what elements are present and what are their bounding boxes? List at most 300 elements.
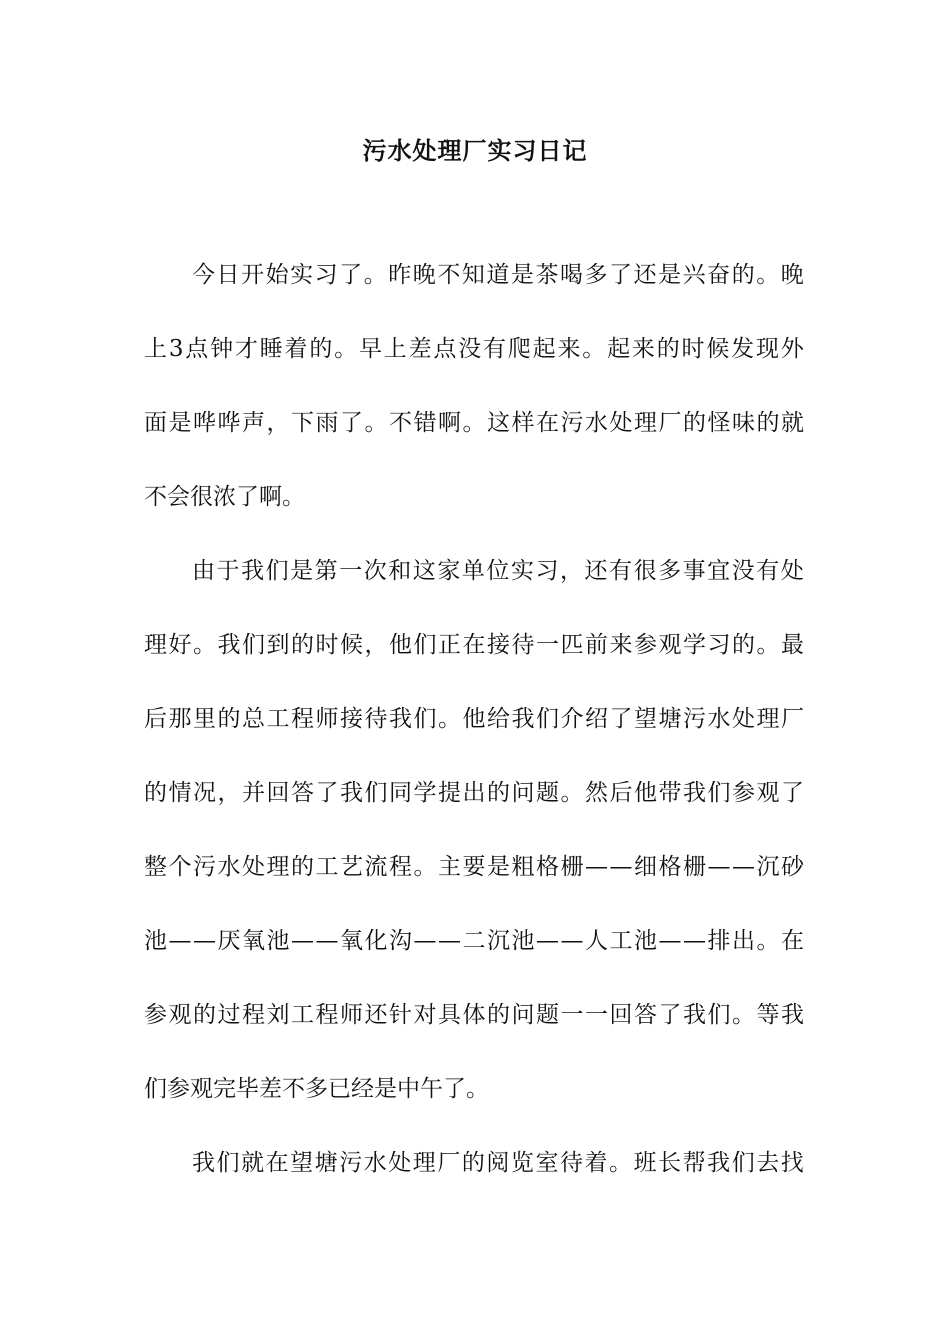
glyph: 不 (144, 484, 167, 510)
paragraph-line (144, 771, 804, 845)
glyph: 起 (532, 336, 556, 362)
glyph: 个 (168, 854, 192, 880)
glyph: 厂 (437, 1150, 461, 1176)
glyph: 里 (193, 706, 216, 732)
glyph: 。 (756, 262, 780, 288)
glyph: 知 (461, 262, 485, 288)
glyph: 多 (305, 1076, 328, 1102)
glyph: 着 (284, 336, 308, 362)
glyph: 师 (315, 706, 339, 732)
glyph: 。 (462, 410, 486, 436)
glyph: 很 (633, 558, 657, 584)
glyph: 了 (340, 410, 363, 436)
glyph: 找 (780, 1150, 804, 1176)
glyph: 日 (216, 262, 240, 288)
glyph: 然 (585, 780, 608, 806)
glyph: 是 (374, 1076, 397, 1102)
glyph: 处 (780, 558, 804, 584)
glyph: 了 (609, 262, 633, 288)
glyph: 主 (438, 854, 461, 880)
glyph: 下 (291, 410, 314, 436)
glyph: 前 (585, 632, 608, 658)
glyph: 待 (559, 1150, 583, 1176)
glyph: 们 (144, 1076, 167, 1102)
glyph: 事 (682, 558, 706, 584)
glyph: 池 (144, 928, 167, 954)
glyph: 学 (413, 780, 437, 806)
glyph: 我 (683, 780, 706, 806)
glyph: 。 (438, 706, 461, 732)
glyph: 览 (510, 1150, 534, 1176)
glyph: 流 (364, 854, 388, 880)
glyph: 我 (683, 1002, 706, 1028)
glyph: 栅 (560, 854, 584, 880)
glyph: 来 (609, 632, 633, 658)
glyph: — (732, 854, 755, 880)
glyph: 们 (216, 1150, 240, 1176)
glyph: 人 (585, 928, 608, 954)
glyph: — (413, 928, 437, 954)
glyph: 他 (462, 706, 486, 732)
glyph: 们 (413, 706, 437, 732)
glyph: 处 (732, 706, 755, 732)
glyph: 。 (282, 484, 305, 510)
glyph: 粗 (511, 854, 535, 880)
glyph: 一 (536, 632, 559, 658)
glyph: 多 (584, 262, 608, 288)
glyph: 的 (756, 410, 780, 436)
glyph: 问 (511, 1002, 535, 1028)
glyph: 。 (334, 336, 358, 362)
glyph: 发 (731, 336, 755, 362)
glyph: 是 (290, 558, 314, 584)
glyph: 位 (486, 558, 510, 584)
glyph: 候 (706, 336, 730, 362)
glyph: 候 (340, 632, 363, 658)
glyph: 喝 (559, 262, 583, 288)
glyph: 程 (315, 1002, 339, 1028)
glyph: 是 (510, 262, 534, 288)
glyph: 们 (265, 558, 289, 584)
glyph: 好 (168, 632, 192, 658)
glyph: 是 (168, 410, 192, 436)
glyph: 了 (658, 1002, 682, 1028)
glyph: 怪 (707, 410, 731, 436)
glyph: 。 (756, 928, 780, 954)
glyph: 的 (144, 780, 167, 806)
glyph: 声 (242, 410, 265, 436)
glyph: 待 (364, 706, 388, 732)
glyph: 上 (383, 336, 407, 362)
glyph: 起 (607, 336, 631, 362)
paragraph-line (144, 401, 804, 475)
glyph: 完 (213, 1076, 236, 1102)
glyph: 他 (634, 780, 657, 806)
glyph: 毕 (236, 1076, 259, 1102)
glyph: 味 (732, 410, 755, 436)
glyph: 阅 (486, 1150, 510, 1176)
glyph: 雨 (315, 410, 339, 436)
glyph: 的 (461, 1150, 485, 1176)
glyph: 习 (314, 262, 338, 288)
glyph: 理 (756, 706, 780, 732)
glyph: 的 (193, 1002, 216, 1028)
paragraph-line (144, 623, 804, 697)
glyph: 我 (340, 780, 363, 806)
glyph: 差 (408, 336, 432, 362)
glyph: 要 (462, 854, 486, 880)
glyph: 不 (282, 1076, 305, 1102)
glyph: 砂 (781, 854, 804, 880)
glyph: 有 (609, 558, 633, 584)
glyph: 我 (707, 1150, 731, 1176)
glyph: 刘 (266, 1002, 290, 1028)
glyph: 早 (358, 336, 382, 362)
glyph: 参 (167, 1076, 190, 1102)
glyph: 午 (420, 1076, 443, 1102)
glyph: 了 (781, 780, 804, 806)
glyph: 晚 (780, 262, 804, 288)
glyph: 工 (609, 928, 633, 954)
glyph: 由 (192, 558, 215, 584)
glyph: 出 (462, 780, 486, 806)
glyph: 一 (560, 1002, 584, 1028)
glyph: 的 (291, 854, 314, 880)
glyph: 待 (511, 632, 535, 658)
glyph: — (315, 928, 339, 954)
glyph: 工 (266, 706, 290, 732)
glyph: 帮 (682, 1150, 706, 1176)
glyph: 始 (265, 262, 289, 288)
glyph: 参 (144, 1002, 167, 1028)
glyph: 的 (732, 632, 755, 658)
glyph: 污 (339, 1150, 363, 1176)
glyph: 观 (190, 1076, 213, 1102)
glyph: 已 (328, 1076, 351, 1102)
glyph: 池 (511, 928, 535, 954)
glyph: 观 (168, 1002, 192, 1028)
glyph: 睡 (259, 336, 283, 362)
glyph: 时 (315, 632, 339, 658)
glyph: 宜 (707, 558, 731, 584)
glyph: 我 (781, 1002, 804, 1028)
glyph: 们 (364, 780, 388, 806)
glyph: 还 (364, 1002, 388, 1028)
glyph: 还 (633, 262, 657, 288)
glyph: 们 (242, 632, 265, 658)
glyph: 点 (185, 336, 209, 362)
glyph: 。 (466, 1076, 489, 1102)
glyph: 化 (364, 928, 388, 954)
glyph: 。 (363, 262, 387, 288)
glyph: 并 (242, 780, 265, 806)
glyph: 望 (290, 1150, 314, 1176)
glyph: 。 (582, 336, 606, 362)
glyph: 对 (413, 1002, 437, 1028)
glyph: 水 (585, 410, 608, 436)
glyph: 不 (389, 410, 412, 436)
glyph: 体 (462, 1002, 486, 1028)
paragraph-line (144, 919, 804, 993)
document-title: 污水处理厂实习日记 (362, 136, 588, 165)
glyph: 理 (634, 410, 657, 436)
glyph: 这 (487, 410, 510, 436)
glyph: ， (266, 410, 290, 436)
glyph: 啊 (259, 484, 282, 510)
glyph: 爬 (507, 336, 531, 362)
glyph: 单 (461, 558, 485, 584)
glyph: 后 (609, 780, 633, 806)
glyph: 是 (487, 854, 510, 880)
glyph: 长 (658, 1150, 682, 1176)
paragraph-line (144, 253, 804, 327)
glyph: 回 (609, 1002, 633, 1028)
glyph: 塘 (314, 1150, 338, 1176)
glyph: 们 (731, 1150, 755, 1176)
glyph: 浓 (213, 484, 236, 510)
glyph: 。 (193, 632, 216, 658)
glyph: 开 (241, 262, 265, 288)
glyph: 那 (168, 706, 192, 732)
glyph: 点 (433, 336, 457, 362)
glyph: 。 (756, 632, 780, 658)
glyph: 茶 (535, 262, 559, 288)
glyph: 兴 (682, 262, 706, 288)
glyph: 在 (781, 928, 804, 954)
glyph: 哗 (193, 410, 216, 436)
glyph: 了 (609, 706, 633, 732)
glyph: 。 (364, 410, 388, 436)
glyph: 程 (389, 854, 412, 880)
glyph: 晚 (412, 262, 436, 288)
glyph: 接 (340, 706, 363, 732)
glyph: 望 (634, 706, 657, 732)
glyph: 正 (438, 632, 461, 658)
glyph: 水 (363, 1150, 387, 1176)
glyph: 会 (167, 484, 190, 510)
glyph: 的 (656, 336, 680, 362)
glyph: 来 (557, 336, 581, 362)
glyph: 学 (683, 632, 706, 658)
glyph: — (707, 854, 731, 880)
glyph: 的 (487, 780, 510, 806)
glyph: 接 (487, 632, 510, 658)
glyph: 这 (412, 558, 436, 584)
glyph: 在 (265, 1150, 289, 1176)
glyph: 在 (462, 632, 486, 658)
glyph: — (683, 928, 706, 954)
glyph: 差 (259, 1076, 282, 1102)
glyph: 处 (242, 854, 265, 880)
glyph: — (560, 928, 584, 954)
glyph: 班 (633, 1150, 657, 1176)
glyph: 们 (413, 632, 437, 658)
glyph: 题 (536, 1002, 559, 1028)
glyph: 的 (731, 262, 755, 288)
glyph: 昨 (388, 262, 412, 288)
glyph: 理 (266, 854, 290, 880)
glyph: 有 (483, 336, 507, 362)
glyph: 时 (681, 336, 705, 362)
glyph: 观 (658, 632, 682, 658)
glyph: 样 (511, 410, 535, 436)
paragraph-line (144, 1141, 804, 1215)
glyph: 参 (732, 780, 755, 806)
glyph: 们 (707, 1002, 731, 1028)
glyph: 的 (217, 706, 241, 732)
glyph: 氧 (340, 928, 363, 954)
glyph: 污 (193, 854, 216, 880)
glyph: 道 (486, 262, 510, 288)
glyph: 很 (190, 484, 213, 510)
glyph: 实 (510, 558, 534, 584)
glyph: 水 (707, 706, 731, 732)
glyph: 错 (413, 410, 437, 436)
glyph: 参 (634, 632, 657, 658)
glyph: 水 (217, 854, 241, 880)
glyph: 于 (216, 558, 240, 584)
glyph: 的 (683, 410, 706, 436)
glyph: 观 (756, 780, 780, 806)
glyph: 了 (339, 262, 363, 288)
glyph: 针 (389, 1002, 412, 1028)
glyph: 程 (242, 1002, 265, 1028)
glyph: 了 (315, 780, 339, 806)
glyph: 沉 (487, 928, 510, 954)
glyph: 次 (363, 558, 387, 584)
glyph: — (168, 928, 192, 954)
glyph: 们 (707, 780, 731, 806)
glyph: 面 (144, 410, 167, 436)
glyph: 师 (340, 1002, 363, 1028)
glyph: 处 (388, 1150, 412, 1176)
glyph: 。 (560, 780, 584, 806)
glyph: 最 (781, 632, 804, 658)
document-body (144, 253, 804, 1215)
glyph: 不 (437, 262, 461, 288)
glyph: 来 (631, 336, 655, 362)
glyph: 总 (242, 706, 265, 732)
glyph: 有 (756, 558, 780, 584)
glyph: 今 (192, 262, 215, 288)
glyph: 理 (412, 1150, 436, 1176)
glyph: 排 (707, 928, 731, 954)
glyph: — (536, 928, 559, 954)
glyph: — (291, 928, 314, 954)
glyph: — (585, 854, 608, 880)
glyph: 外 (780, 336, 804, 362)
glyph: 上 (144, 336, 167, 362)
glyph: 厌 (217, 928, 241, 954)
glyph: 氧 (242, 928, 265, 954)
glyph: 钟 (210, 336, 234, 362)
glyph: 等 (756, 1002, 780, 1028)
glyph: — (609, 854, 633, 880)
glyph: 是 (658, 262, 682, 288)
glyph: 就 (781, 410, 804, 436)
glyph: 给 (487, 706, 510, 732)
glyph: 塘 (658, 706, 682, 732)
glyph: — (193, 928, 216, 954)
glyph: 。 (413, 854, 437, 880)
glyph: 习 (535, 558, 559, 584)
paragraph-line (144, 327, 804, 401)
glyph: 3 (168, 336, 184, 362)
glyph: 我 (389, 706, 412, 732)
glyph: 过 (217, 1002, 241, 1028)
glyph: 程 (291, 706, 314, 732)
glyph: 细 (634, 854, 657, 880)
glyph: 艺 (340, 854, 363, 880)
glyph: 答 (634, 1002, 657, 1028)
glyph: 就 (241, 1150, 265, 1176)
glyph: 哗 (217, 410, 241, 436)
glyph: 后 (144, 706, 167, 732)
glyph: 没 (458, 336, 482, 362)
glyph: — (658, 928, 682, 954)
glyph: 厂 (781, 706, 804, 732)
glyph: 一 (585, 1002, 608, 1028)
glyph: 题 (536, 780, 559, 806)
glyph: 去 (756, 1150, 780, 1176)
glyph: 第 (314, 558, 338, 584)
glyph: 二 (462, 928, 486, 954)
glyph: 多 (658, 558, 682, 584)
glyph: 在 (536, 410, 559, 436)
glyph: 况 (193, 780, 216, 806)
glyph: 格 (536, 854, 559, 880)
glyph: 出 (732, 928, 755, 954)
glyph: 理 (144, 632, 167, 658)
glyph: 们 (536, 706, 559, 732)
glyph: 回 (266, 780, 290, 806)
glyph: 和 (388, 558, 412, 584)
glyph: 中 (397, 1076, 420, 1102)
glyph: ， (364, 632, 388, 658)
paragraph-line (144, 1067, 804, 1141)
glyph: ， (559, 558, 583, 584)
glyph: 。 (732, 1002, 755, 1028)
glyph: 格 (658, 854, 682, 880)
paragraph-line (144, 845, 804, 919)
glyph: 着 (584, 1150, 608, 1176)
glyph: 到 (266, 632, 290, 658)
glyph: — (438, 928, 461, 954)
glyph: 了 (236, 484, 259, 510)
glyph: 一 (339, 558, 363, 584)
glyph: 具 (438, 1002, 461, 1028)
glyph: 的 (291, 632, 314, 658)
paragraph-line (144, 697, 804, 771)
glyph: 实 (290, 262, 314, 288)
glyph: 池 (634, 928, 657, 954)
paragraph-line (144, 993, 804, 1067)
glyph: 问 (511, 780, 535, 806)
glyph: 整 (144, 854, 167, 880)
paragraph-line (144, 475, 804, 549)
glyph: 提 (438, 780, 461, 806)
glyph: 经 (351, 1076, 374, 1102)
glyph: 匹 (560, 632, 584, 658)
glyph: 现 (755, 336, 779, 362)
glyph: 绍 (585, 706, 608, 732)
glyph: 工 (315, 854, 339, 880)
glyph: 他 (389, 632, 412, 658)
glyph: 介 (560, 706, 584, 732)
glyph: 室 (535, 1150, 559, 1176)
glyph: 我 (511, 706, 535, 732)
glyph: 没 (731, 558, 755, 584)
